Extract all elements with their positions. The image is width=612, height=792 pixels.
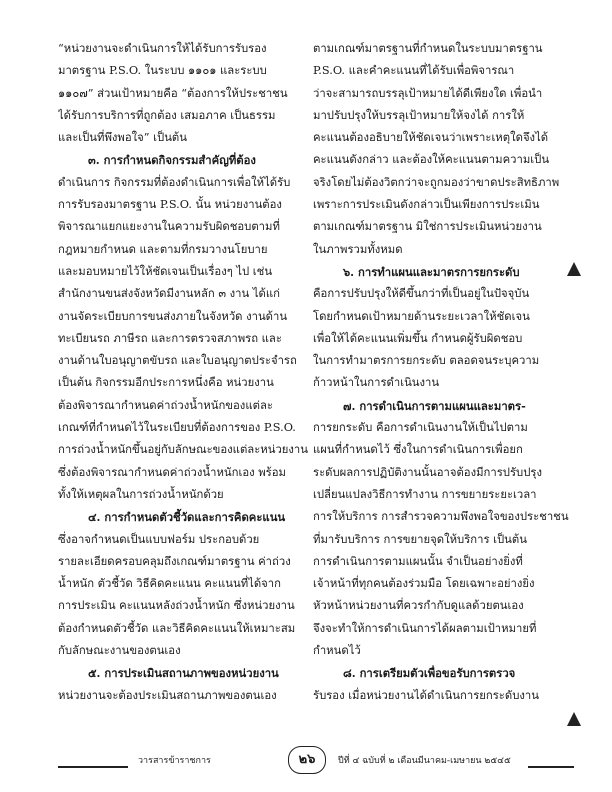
body-text-line: กำหนดไว้ [313, 644, 361, 658]
right-column [313, 38, 573, 707]
body-text-line: คะแนนต้องอธิบายให้ชัดเจนว่าเพราะเหตุใดจึงได้ [313, 131, 549, 145]
body-text-line: พิจารณาแยกแยะงานในความรับผิดชอบตามที่ [58, 220, 280, 234]
body-text-line: เป็นต้น กิจกรรมอีกประการหนึ่งคือ หน่วยงาน [58, 376, 274, 390]
body-text-line: ดำเนินการ กิจกรรมที่ต้องดำเนินการเพื่อให้ได้รับ [58, 175, 291, 189]
section-marker-icon [567, 262, 581, 276]
body-text-line: โดยกำหนดเป้าหมายด้านระยะเวลาให้ชัดเจน [313, 309, 530, 323]
body-text-line: จึงจะทำให้การดำเนินการได้ผลตามเป้าหมายที่ [313, 621, 537, 635]
footer-issue: ปีที่ ๔ ฉบับที่ ๒ เดือนมีนาคม-เมษายน ๒๕๔๕ [338, 756, 511, 766]
page-number: ๒๖ [288, 746, 326, 774]
body-text-line: เพื่อให้ได้คะแนนเพิ่มขึ้น กำหนดผู้รับผิดชอบ [313, 331, 523, 345]
body-text-line: เจ้าหน้าที่ทุกคนต้องร่วมมือ โดยเฉพาะอย่างยิ่ง [313, 577, 535, 591]
body-text-line: ในภาพรวมทั้งหมด [313, 242, 403, 256]
left-column [58, 38, 314, 707]
body-text-line: ก้าวหน้าในการดำเนินงาน [313, 376, 440, 390]
body-text-line: ๑๑๐๗” ส่วนเป้าหมายคือ “ต้องการให้ประชาชน [58, 86, 288, 100]
body-text-line: เปลี่ยนแปลงวิธีการทำงาน การขยายระยะเวลา [313, 487, 537, 501]
body-text-line: สำนักงานขนส่งจังหวัดมีงานหลัก ๓ งาน ได้แก่ [58, 287, 280, 301]
body-text-line: ทั้งให้เหตุผลในการถ่วงน้ำหนักด้วย [58, 487, 224, 501]
body-text-line: ตามเกณฑ์มาตรฐานที่กำหนดในระบบมาตรฐาน [313, 42, 543, 55]
body-text-line: ต้องกำหนดตัวชี้วัด และวิธีคิดคะแนนให้เหมาะสม [58, 621, 296, 635]
body-text-line: หน่วยงานจะต้องประเมินสถานภาพของตนเอง [58, 688, 277, 702]
body-text-line: ได้รับการบริการที่ถูกต้อง เสมอภาค เป็นธรรม [58, 108, 276, 122]
body-text-line: มาตรฐาน P.S.O. ในระบบ ๑๑๐๑ และระบบ [58, 64, 267, 78]
body-text-line: ซึ่งต้องพิจารณากำหนดค่าถ่วงน้ำหนักเอง พร้อม [58, 465, 286, 479]
section-heading-line: ๘. การเตรียมตัวเพื่อขอรับการตรวจ [343, 666, 516, 681]
body-text-line: ทะเบียนรถ ภาษีรถ และการตรวจสภาพรถ และ [58, 331, 282, 345]
body-text-line: คือการปรับปรุงให้ดีขึ้นกว่าที่เป็นอยู่ในปัจจุบัน [313, 287, 530, 301]
section-heading-line: ๖. การทำแผนและมาตรการยกระดับ [343, 264, 520, 279]
body-text-line: ว่าจะสามารถบรรลุเป้าหมายได้ดีเพียงใด เพื่อนำ [313, 86, 543, 100]
section-heading-line: ๗. การดำเนินการตามแผนและมาตร- [343, 398, 526, 413]
body-text-line: การดำเนินการตามแผนนั้น จำเป็นอย่างยิ่งที่ [313, 554, 523, 568]
footer-rule-left [58, 766, 128, 768]
section-heading-line: ๕. การประเมินสถานภาพของหน่วยงาน [88, 666, 279, 681]
body-text-line: ที่มารับบริการ การขยายจุดให้บริการ เป็นต้น [313, 532, 527, 546]
body-text-line: น้ำหนัก ตัวชี้วัด วิธีคิดคะแนน คะแนนที่ได้จาก [58, 577, 281, 591]
section-marker-icon [567, 712, 581, 726]
section-heading-line: ๓. การกำหนดกิจกรรมสำคัญที่ต้อง [88, 153, 256, 168]
body-text-line: การประเมิน คะแนนหลังถ่วงน้ำหนัก ซึ่งหน่วยงาน [58, 599, 295, 613]
body-text-line: และมอบหมายไว้ให้ชัดเจนเป็นเรื่องๆ ไป เช่น [58, 264, 273, 278]
body-text-line: งานจัดระเบียบการขนส่งภายในจังหวัด งานด้าน [58, 309, 288, 323]
body-text-line: กับลักษณะงานของตนเอง [58, 644, 181, 658]
body-text-line: ระดับผลการปฏิบัติงานนั้นอาจต้องมีการปรับปรุง [313, 465, 542, 479]
body-text-line: P.S.O. และคำคะแนนที่ได้รับเพื่อพิจารณา [313, 64, 515, 78]
body-text-line: รายละเอียดครอบคลุมถึงเกณฑ์มาตรฐาน ค่าถ่วง [58, 554, 291, 568]
body-text-line: คะแนนดังกล่าว และต้องให้คะแนนตามความเป็น [313, 153, 550, 167]
body-text-line: หัวหน้าหน่วยงานที่ควรกำกับดูแลด้วยตนเอง [313, 599, 524, 613]
body-text-line: ตามเกณฑ์มาตรฐาน มิใช่การประเมินหน่วยงาน [313, 220, 542, 234]
body-text-line: การถ่วงน้ำหนักขึ้นอยู่กับลักษณะของแต่ละหน่วยงาน [58, 443, 308, 457]
body-text-line: และเป็นที่พึงพอใจ” เป็นต้น [58, 131, 187, 145]
body-text-line: การรับรองมาตรฐาน P.S.O. นั้น หน่วยงานต้อง [58, 198, 282, 212]
body-text-line: จริงโดยไม่ต้องวิตกว่าจะถูกมองว่าขาดประสิทธิภาพ [313, 175, 560, 189]
body-text-line: เพราะการประเมินดังกล่าวเป็นเพียงการประเมิน [313, 198, 540, 212]
body-text-line: แผนที่กำหนดไว้ ซึ่งในการดำเนินการเพื่อยก [313, 443, 523, 457]
body-text-line: กฎหมายกำหนด และตามที่กรมวางนโยบาย [58, 242, 268, 256]
body-text-line: มาปรับปรุงให้บรรลุเป้าหมายให้จงได้ การให้ [313, 108, 525, 122]
body-text-line: ในการทำมาตรการยกระดับ ตลอดจนระบุความ [313, 354, 540, 368]
body-text-line: ซึ่งอาจกำหนดเป็นแบบฟอร์ม ประกอบด้วย [58, 532, 260, 546]
body-text-line: งานด้านใบอนุญาตขับรถ และใบอนุญาตประจำรถ [58, 354, 297, 368]
body-text-line: การยกระดับ คือการดำเนินงานให้เป็นไปตาม [313, 421, 528, 435]
footer-journal-title: วารสารข้าราชการ [138, 756, 211, 766]
body-text-line: เกณฑ์ที่กำหนดไว้ในระเบียบที่ต้องการของ P.S.O. [58, 421, 296, 435]
body-text-line: การให้บริการ การสำรวจความพึงพอใจของประชาชน [313, 510, 569, 524]
section-heading-line: ๔. การกำหนดตัวชี้วัดและการคิดคะแนน [88, 510, 286, 525]
body-text-line: ต้องพิจารณากำหนดค่าถ่วงน้ำหนักของแต่ละ [58, 398, 273, 412]
footer-rule-right [528, 766, 574, 768]
body-text-line: รับรอง เมื่อหน่วยงานได้ดำเนินการยกระดับงาน [313, 688, 539, 702]
body-text-line: “หน่วยงานจะดำเนินการให้ได้รับการรับรอง [58, 42, 267, 55]
